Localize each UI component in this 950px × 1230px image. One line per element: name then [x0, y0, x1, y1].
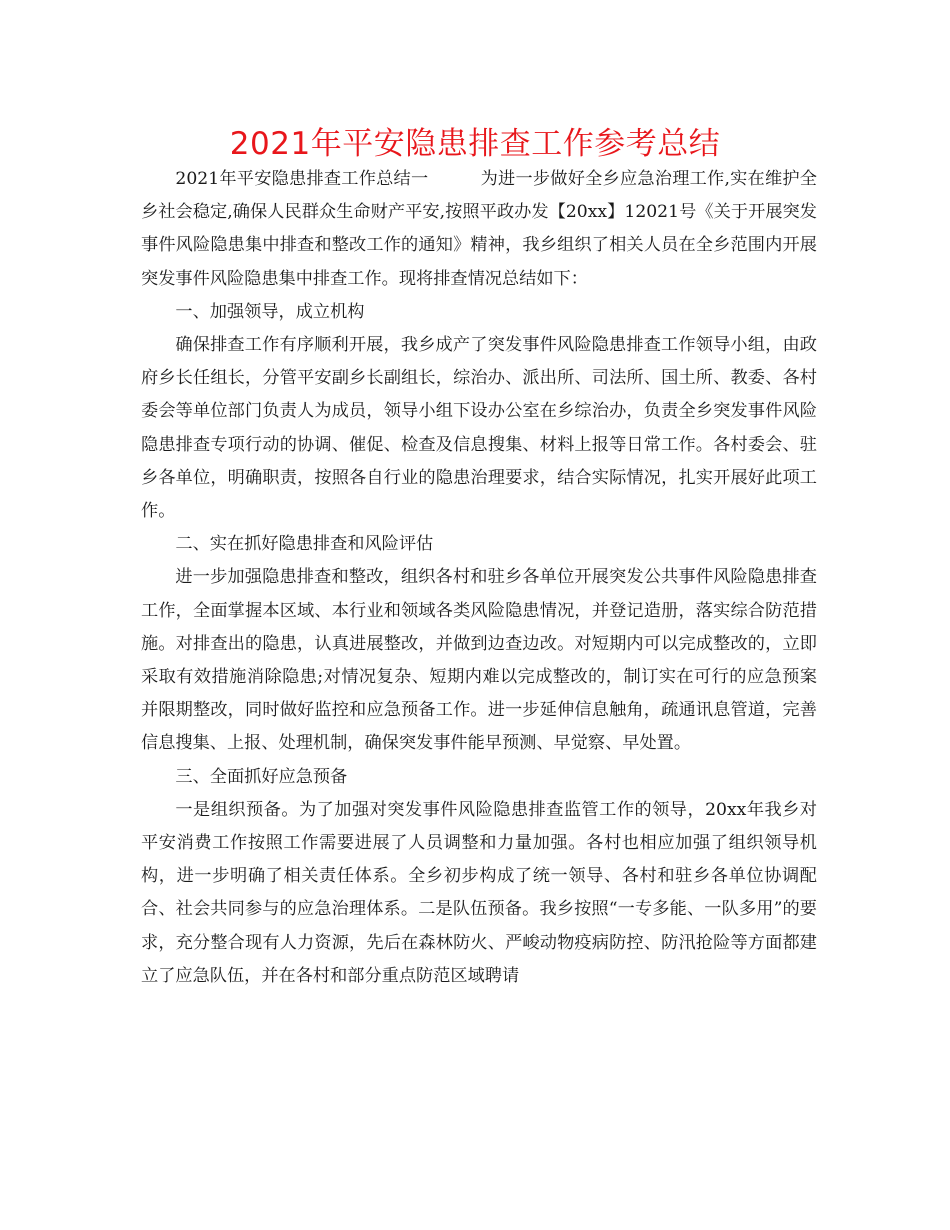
intro-heading: 2021年平安隐患排查工作总结一	[175, 169, 429, 189]
document-title: 2021年平安隐患排查工作参考总结	[229, 126, 721, 162]
document-body	[141, 163, 817, 993]
section2-text: 进一步加强隐患排查和整改，组织各村和驻乡各单位开展突发公共事件风险隐患排查工作，全面掌握本区域、本行业和领域各类风险隐患情况，并登记造册，落实综合防范措施。对排查出的隐患，认真进展整改，并做到边查边改。对短期内可以完成整改的，立即采取有效措施消除隐患;对情况复杂、短期内难以完成整改的，制订实在可行的应急预案并限期整改，同时做好监控和应急预备工作。进一步延伸信息触角，疏通讯息管道，完善信息搜集、上报、处理机制，确保突发事件能早预测、早觉察、早处置。	[141, 567, 817, 754]
section3-heading: 三、全面抓好应急预备	[175, 766, 348, 787]
section1-heading: 一、加强领导，成立机构	[175, 301, 365, 322]
intro-text: 为进一步做好全乡应急治理工作,实在维护全乡社会稳定,确保人民群众生命财产平安,按照平政办发【20xx】12021号《关于开展突发事件风险隐患集中排查和整改工作的通知》精神，我乡组织了相关人员在全乡范围内开展突发事件风险隐患集中排查工作。现将排查情况总结如下：	[141, 169, 817, 289]
intro-paragraph	[141, 163, 817, 296]
section3-text: 一是组织预备。为了加强对突发事件风险隐患排查监管工作的领导，20xx年我乡对平安消费工作按照工作需要进展了人员调整和力量加强。各村也相应加强了组织领导机构，进一步明确了相关责任体系。全乡初步构成了统一领导、各村和驻乡各单位协调配合、社会共同参与的应急治理体系。二是队伍预备。我乡按照“一专多能、一队多用”的要求，充分整合现有人力资源，先后在森林防火、严峻动物疫病防控、防汛抢险等方面都建立了应急队伍，并在各村和部分重点防范区域聘请	[141, 799, 817, 986]
section1-text: 确保排查工作有序顺利开展，我乡成产了突发事件风险隐患排查工作领导小组，由政府乡长任组长，分管平安副乡长副组长，综治办、派出所、司法所、国土所、教委、各村委会等单位部门负责人为成员，领导小组下设办公室在乡综治办，负责全乡突发事件风险隐患排查专项行动的协调、催促、检查及信息搜集、材料上报等日常工作。各村委会、驻乡各单位，明确职责，按照各自行业的隐患治理要求，结合实际情况，扎实开展好此项工作。	[141, 335, 817, 522]
section2-heading: 二、实在抓好隐患排查和风险评估	[175, 534, 434, 555]
